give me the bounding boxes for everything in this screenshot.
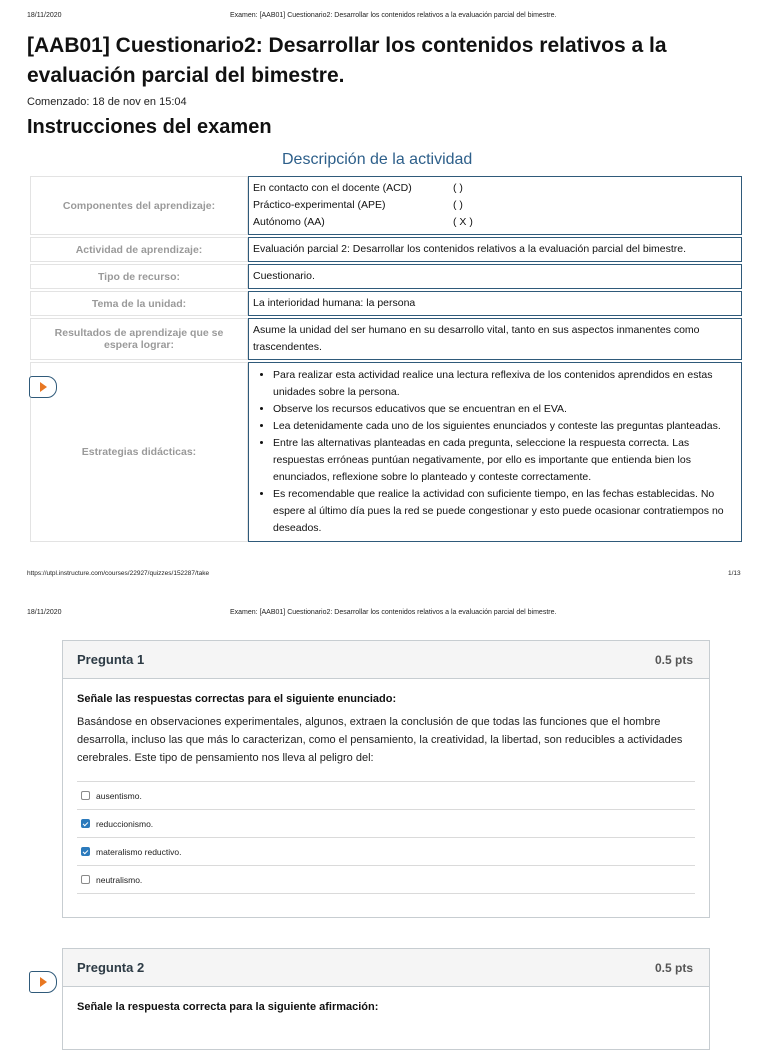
resource-value: Cuestionario. bbox=[248, 264, 742, 289]
question-text: Basándose en observaciones experimentales, algunos, extraen la conclusión de que todas las funciones que el hombre desarrolla, incluso las que más lo caracterizan, como el pensamiento, la creatividad, la libertad, son reducibles a actividades cerebrales. Este tipo de pensamiento nos lleva al peligro del: bbox=[77, 716, 683, 764]
media-play-button[interactable] bbox=[29, 376, 57, 398]
answer-list bbox=[77, 781, 695, 894]
activity-description-heading: Descripción de la actividad bbox=[282, 151, 473, 168]
activity-label: Actividad de aprendizaje: bbox=[30, 237, 248, 262]
component-item: Práctico-experimental (APE) ( ) bbox=[253, 199, 463, 211]
question-points: 0.5 pts bbox=[654, 652, 693, 667]
resource-row bbox=[30, 264, 742, 289]
components-value bbox=[248, 176, 742, 235]
strategies-label: Estrategias didácticas: bbox=[30, 362, 248, 542]
print-header-title: Examen: [AAB01] Cuestionario2: Desarrollar los contenidos relativos a la evaluación parcial del bimestre. bbox=[230, 609, 557, 616]
media-play-button[interactable] bbox=[29, 971, 57, 993]
components-row bbox=[30, 176, 742, 235]
answer-checkbox[interactable] bbox=[81, 819, 90, 828]
component-item: En contacto con el docente (ACD) ( ) bbox=[253, 182, 463, 194]
results-row bbox=[30, 318, 742, 360]
component-item: Autónomo (AA) ( X ) bbox=[253, 216, 473, 228]
question-prompt: Señale la respuesta correcta para la siguiente afirmación: bbox=[77, 1001, 379, 1013]
answer-label: ausentismo. bbox=[96, 790, 142, 801]
activity-row bbox=[30, 237, 742, 262]
results-value: Asume la unidad del ser humano en su desarrollo vital, tanto en sus aspectos inmanentes como trascendentes. bbox=[248, 318, 742, 360]
topic-label: Tema de la unidad: bbox=[30, 291, 248, 316]
question-points: 0.5 pts bbox=[654, 960, 693, 975]
question-header bbox=[63, 949, 709, 987]
play-icon bbox=[40, 382, 47, 392]
print-header-date: 18/11/2020 bbox=[27, 609, 62, 616]
list-item: • Para realizar esta actividad realice una lectura reflexiva de los contenidos aprendidos en estas unidades sobre la persona. bbox=[273, 367, 737, 401]
answer-option[interactable] bbox=[77, 865, 695, 894]
strategies-list bbox=[255, 367, 737, 537]
question-card bbox=[62, 948, 710, 1050]
topic-row bbox=[30, 291, 742, 316]
instructions-heading: Instrucciones del examen bbox=[27, 116, 272, 138]
list-item: • Es recomendable que realice la actividad con suficiente tiempo, en las fechas establecidas. No espere al último día pues la red se puede congestionar y esto puede ocasionar contratiempos no deseados. bbox=[273, 486, 737, 537]
question-card bbox=[62, 640, 710, 918]
list-item: • Entre las alternativas planteadas en cada pregunta, seleccione la respuesta correcta. Las respuestas erróneas puntúan negativamente, por ello es importante que entienda bien los enunciados, reflexione sobre lo planteado y conteste correctamente. bbox=[273, 435, 737, 486]
answer-checkbox[interactable] bbox=[81, 875, 90, 884]
question-header bbox=[63, 641, 709, 679]
strategies-value bbox=[248, 362, 742, 542]
print-footer-page: 1/13 bbox=[728, 570, 741, 577]
answer-label: neutralismo. bbox=[96, 874, 143, 885]
print-header-date: 18/11/2020 bbox=[27, 12, 62, 19]
started-timestamp: Comenzado: 18 de nov en 15:04 bbox=[27, 96, 187, 108]
play-icon bbox=[40, 977, 47, 987]
question-title: Pregunta 2 bbox=[77, 960, 145, 975]
resource-label: Tipo de recurso: bbox=[30, 264, 248, 289]
question-prompt: Señale las respuestas correctas para el siguiente enunciado: bbox=[77, 693, 397, 705]
print-header-title: Examen: [AAB01] Cuestionario2: Desarrollar los contenidos relativos a la evaluación parcial del bimestre. bbox=[230, 12, 557, 19]
list-item: • Lea detenidamente cada uno de los siguientes enunciados y conteste las preguntas planteadas. bbox=[273, 418, 737, 435]
activity-table bbox=[30, 174, 742, 544]
print-footer-url: https://utpl.instructure.com/courses/22927/quizzes/152287/take bbox=[27, 570, 210, 577]
answer-option[interactable] bbox=[77, 809, 695, 837]
list-item: • Observe los recursos educativos que se encuentran en el EVA. bbox=[273, 401, 737, 418]
answer-label: reduccionismo. bbox=[96, 818, 154, 829]
answer-checkbox[interactable] bbox=[81, 847, 90, 856]
question-body bbox=[63, 679, 709, 908]
question-body bbox=[63, 987, 709, 1035]
results-label: Resultados de aprendizaje que se espera lograr: bbox=[30, 318, 248, 360]
answer-label: materalismo reductivo. bbox=[96, 846, 182, 857]
activity-value: Evaluación parcial 2: Desarrollar los contenidos relativos a la evaluación parcial del bimestre. bbox=[248, 237, 742, 262]
topic-value: La interioridad humana: la persona bbox=[248, 291, 742, 316]
question-title: Pregunta 1 bbox=[77, 652, 145, 667]
page-title: [AAB01] Cuestionario2: Desarrollar los contenidos relativos a la evaluación parcial del bimestre. bbox=[27, 34, 667, 87]
answer-checkbox[interactable] bbox=[81, 791, 90, 800]
answer-option[interactable] bbox=[77, 781, 695, 809]
components-label: Componentes del aprendizaje: bbox=[30, 176, 248, 235]
answer-option[interactable] bbox=[77, 837, 695, 865]
strategies-row bbox=[30, 362, 742, 542]
